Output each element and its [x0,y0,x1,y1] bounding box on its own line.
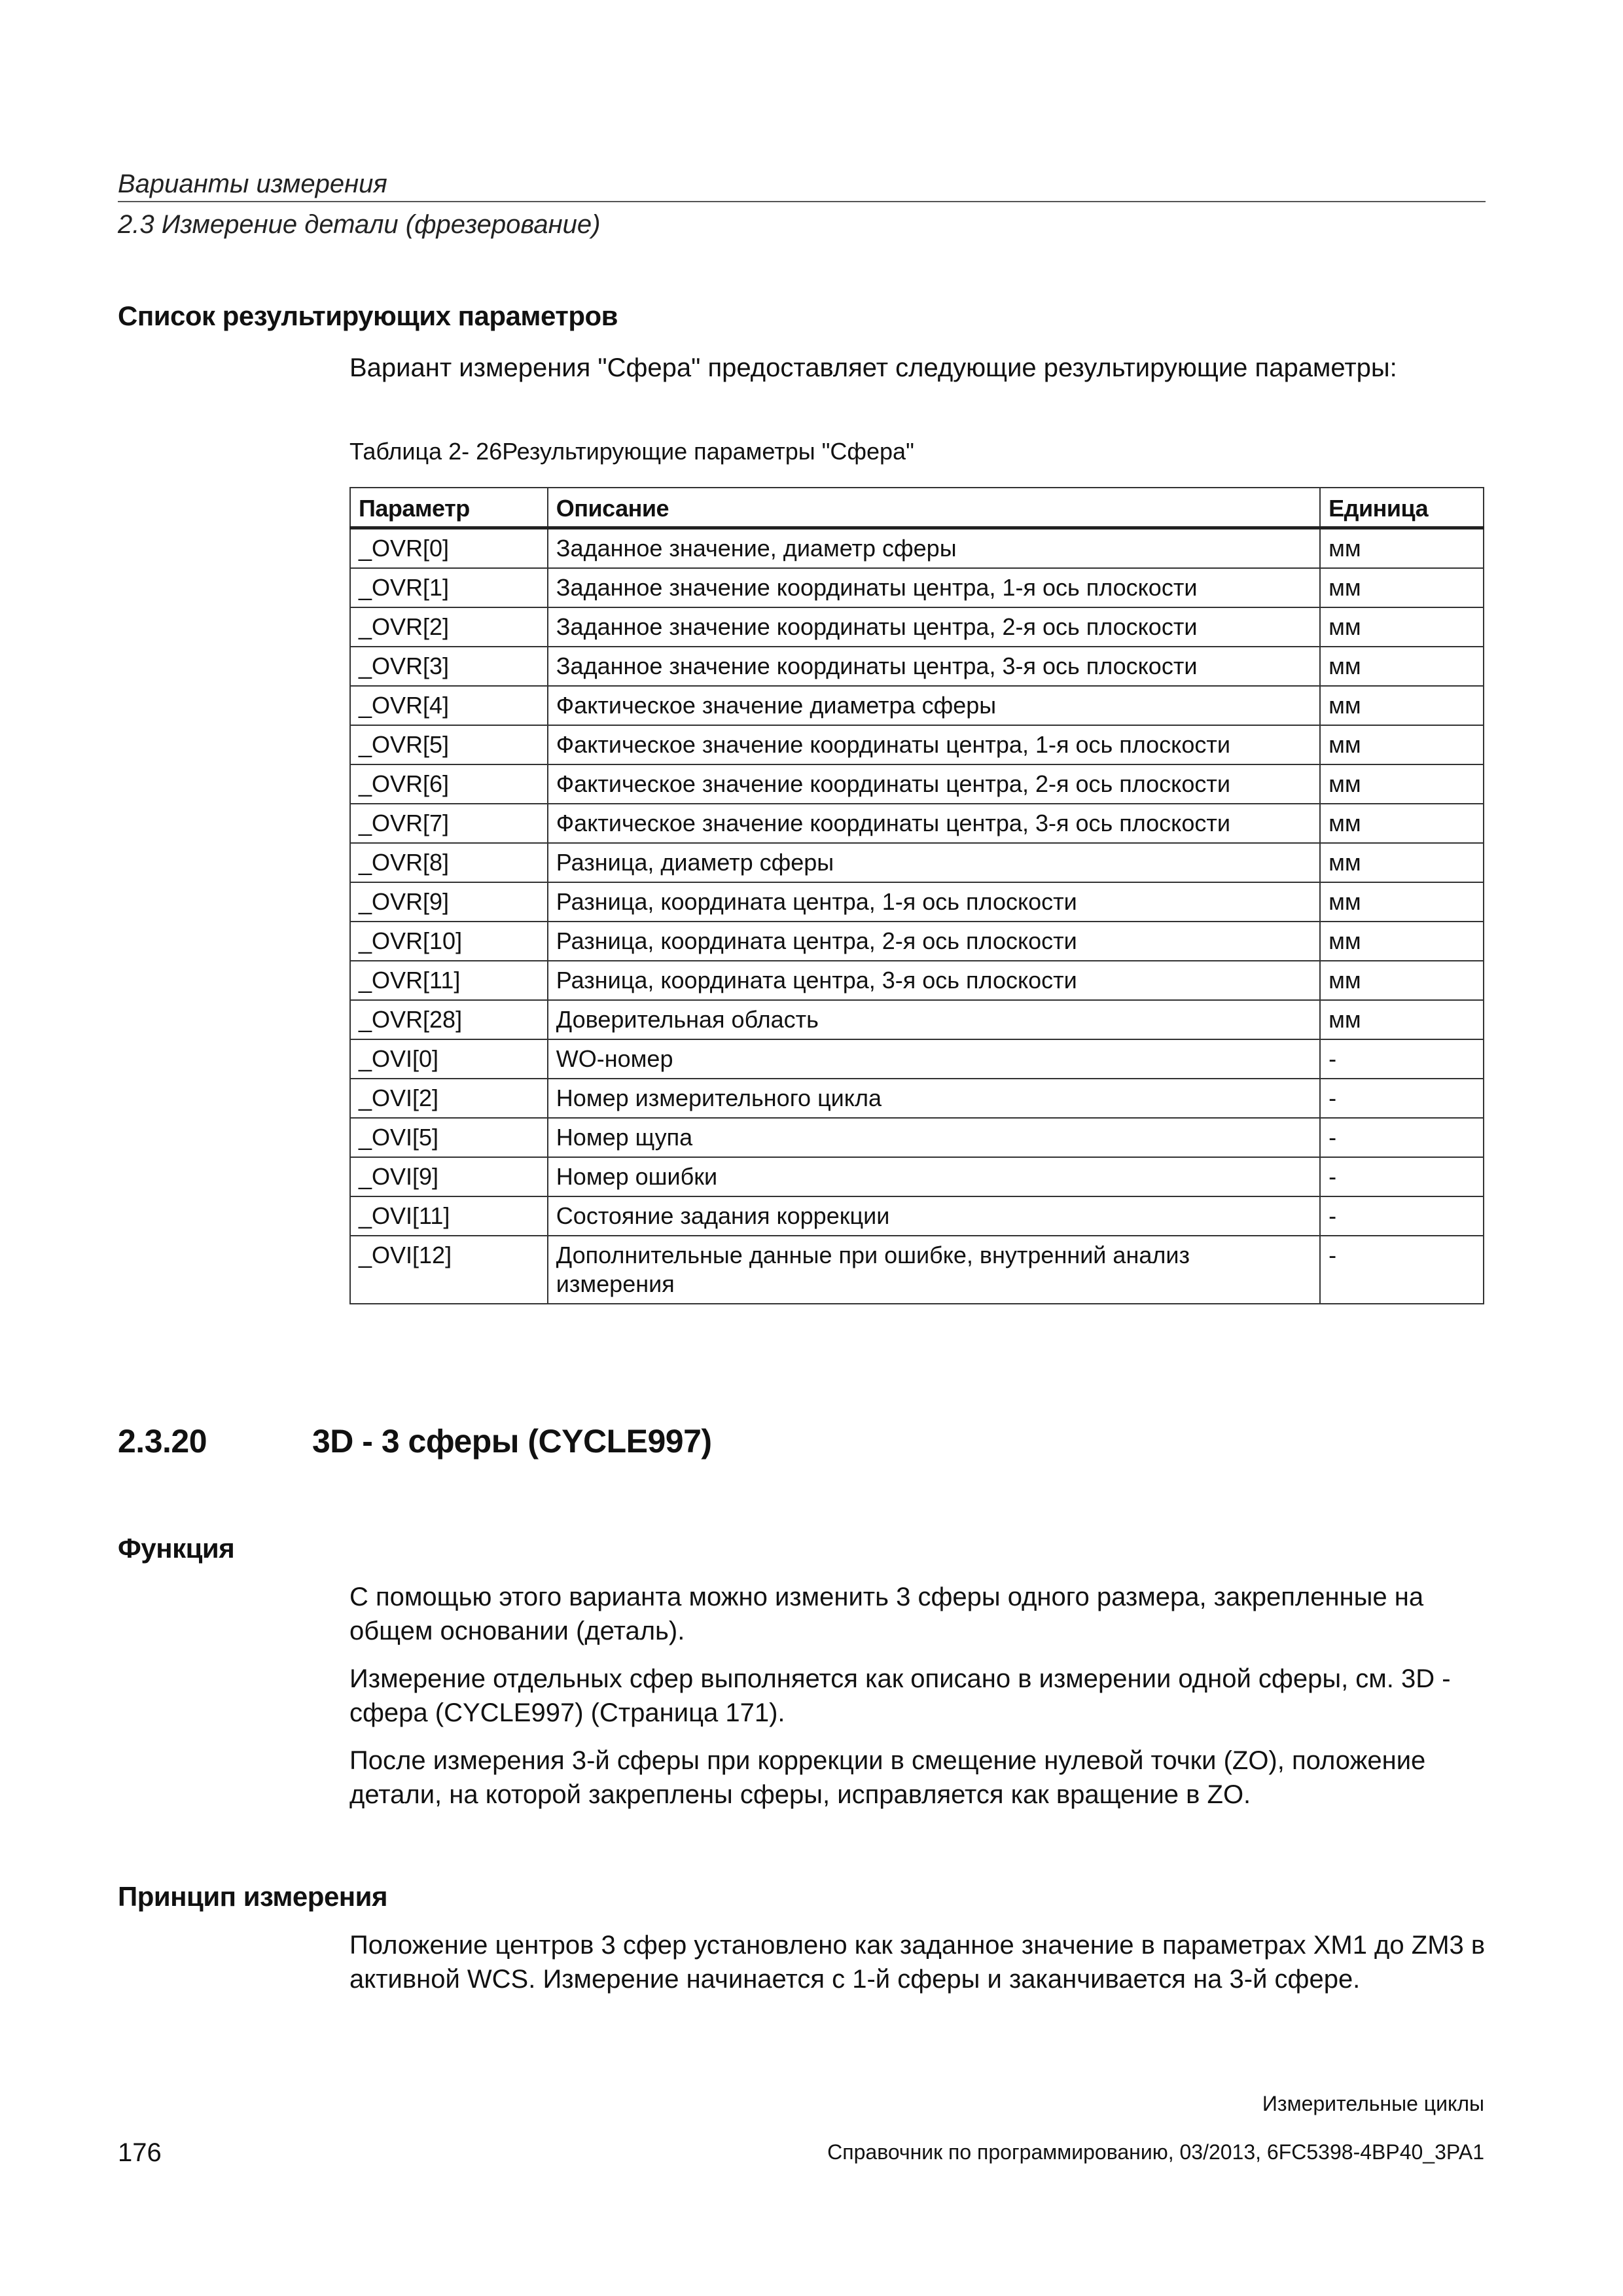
table-row [350,961,1484,1000]
unit-cell: мм [1320,686,1484,725]
description-cell: Заданное значение координаты центра, 3-я ось плоскости [548,647,1320,686]
unit-cell: мм [1320,607,1484,647]
table-row [350,1039,1484,1079]
footer-book-title: Измерительные циклы [1262,2092,1484,2115]
parameter-cell: _OVR[9] [350,882,548,922]
table-row [350,764,1484,804]
description-cell: Фактическое значение диаметра сферы [548,686,1320,725]
table-row [350,686,1484,725]
results-heading: Список результирующих параметров [118,300,618,331]
table-row [350,647,1484,686]
parameter-cell: _OVI[11] [350,1196,548,1236]
unit-cell: мм [1320,647,1484,686]
section-number: 2.3.20 [118,1423,207,1460]
parameter-cell: _OVR[11] [350,961,548,1000]
parameter-cell: _OVR[2] [350,607,548,647]
unit-cell: - [1320,1039,1484,1079]
table-row [350,725,1484,764]
table-caption: Таблица 2- 26Результирующие параметры "Сфера" [349,438,914,465]
description-cell: Заданное значение координаты центра, 1-я ось плоскости [548,568,1320,607]
parameter-cell: _OVR[7] [350,804,548,843]
parameter-cell: _OVR[0] [350,528,548,569]
description-cell: Дополнительные данные при ошибке, внутренний анализ измерения [548,1236,1320,1304]
parameter-cell: _OVR[3] [350,647,548,686]
column-header-unit: Единица [1320,488,1484,528]
unit-cell: мм [1320,1000,1484,1039]
table-row [350,607,1484,647]
table-row [350,882,1484,922]
unit-cell: мм [1320,764,1484,804]
description-cell: Разница, координата центра, 1-я ось плоскости [548,882,1320,922]
unit-cell: - [1320,1118,1484,1157]
table-header-row [350,488,1484,528]
parameter-cell: _OVI[0] [350,1039,548,1079]
table-row [350,922,1484,961]
description-cell: Фактическое значение координаты центра, 2-я ось плоскости [548,764,1320,804]
section-title: 3D - 3 сферы (CYCLE997) [312,1423,712,1460]
description-cell: Фактическое значение координаты центра, 3-я ось плоскости [548,804,1320,843]
result-parameters-table [349,487,1484,1304]
function-paragraph-3: После измерения 3-й сферы при коррекции в смещение нулевой точки (ZO), положение детали, на которой закреплены сферы, исправляется как вращение в ZO. [349,1746,1426,1809]
parameter-cell: _OVR[1] [350,568,548,607]
results-intro: Вариант измерения "Сфера" предоставляет следующие результирующие параметры: [349,353,1397,382]
unit-cell: - [1320,1196,1484,1236]
unit-cell: - [1320,1079,1484,1118]
running-header-section: 2.3 Измерение детали (фрезерование) [118,210,601,239]
table-row [350,1118,1484,1157]
table-body [350,528,1484,1304]
description-cell: Разница, координата центра, 2-я ось плоскости [548,922,1320,961]
description-cell: WO-номер [548,1039,1320,1079]
running-header-chapter: Варианты измерения [118,170,387,198]
footer-book-info: Справочник по программированию, 03/2013, 6FC5398-4BP40_3PA1 [827,2140,1484,2164]
function-paragraph-2: Измерение отдельных сфер выполняется как описано в измерении одной сферы, см. 3D - сфера (CYCLE997) (Страница 171). [349,1664,1451,1727]
principle-heading: Принцип измерения [118,1881,387,1912]
description-cell: Состояние задания коррекции [548,1196,1320,1236]
description-cell: Разница, координата центра, 3-я ось плоскости [548,961,1320,1000]
unit-cell: мм [1320,528,1484,569]
description-cell: Номер измерительного цикла [548,1079,1320,1118]
parameter-cell: _OVR[5] [350,725,548,764]
principle-paragraph-1: Положение центров 3 сфер установлено как заданное значение в параметрах XM1 до ZM3 в активной WCS. Измерение начинается с 1-й сферы и заканчивается на 3-й сфере. [349,1931,1486,1994]
header-divider [118,201,1486,202]
unit-cell: мм [1320,961,1484,1000]
parameter-cell: _OVI[2] [350,1079,548,1118]
table-row [350,843,1484,882]
unit-cell: мм [1320,922,1484,961]
description-cell: Номер ошибки [548,1157,1320,1196]
unit-cell: - [1320,1157,1484,1196]
parameter-cell: _OVR[8] [350,843,548,882]
table-row [350,568,1484,607]
parameter-cell: _OVR[6] [350,764,548,804]
unit-cell: мм [1320,804,1484,843]
table-row [350,1157,1484,1196]
column-header-description: Описание [548,488,1320,528]
description-cell: Номер щупа [548,1118,1320,1157]
page-number: 176 [118,2138,162,2167]
parameter-cell: _OVI[9] [350,1157,548,1196]
principle-text [349,1928,1488,2010]
table-row [350,1000,1484,1039]
table-row [350,804,1484,843]
description-cell: Фактическое значение координаты центра, 1-я ось плоскости [548,725,1320,764]
unit-cell: - [1320,1236,1484,1304]
unit-cell: мм [1320,843,1484,882]
description-cell: Разница, диаметр сферы [548,843,1320,882]
table-row [350,1196,1484,1236]
description-cell: Заданное значение координаты центра, 2-я ось плоскости [548,607,1320,647]
parameter-cell: _OVR[10] [350,922,548,961]
parameter-cell: _OVR[28] [350,1000,548,1039]
table-row [350,1236,1484,1304]
function-text [349,1580,1488,1825]
parameter-cell: _OVR[4] [350,686,548,725]
function-heading: Функция [118,1533,235,1564]
description-cell: Заданное значение, диаметр сферы [548,528,1320,569]
unit-cell: мм [1320,568,1484,607]
parameter-cell: _OVI[5] [350,1118,548,1157]
unit-cell: мм [1320,725,1484,764]
description-cell: Доверительная область [548,1000,1320,1039]
parameter-cell: _OVI[12] [350,1236,548,1304]
table-row [350,528,1484,569]
column-header-parameter: Параметр [350,488,548,528]
function-paragraph-1: С помощью этого варианта можно изменить 3 сферы одного размера, закрепленные на общем основании (деталь). [349,1583,1424,1645]
unit-cell: мм [1320,882,1484,922]
table-row [350,1079,1484,1118]
